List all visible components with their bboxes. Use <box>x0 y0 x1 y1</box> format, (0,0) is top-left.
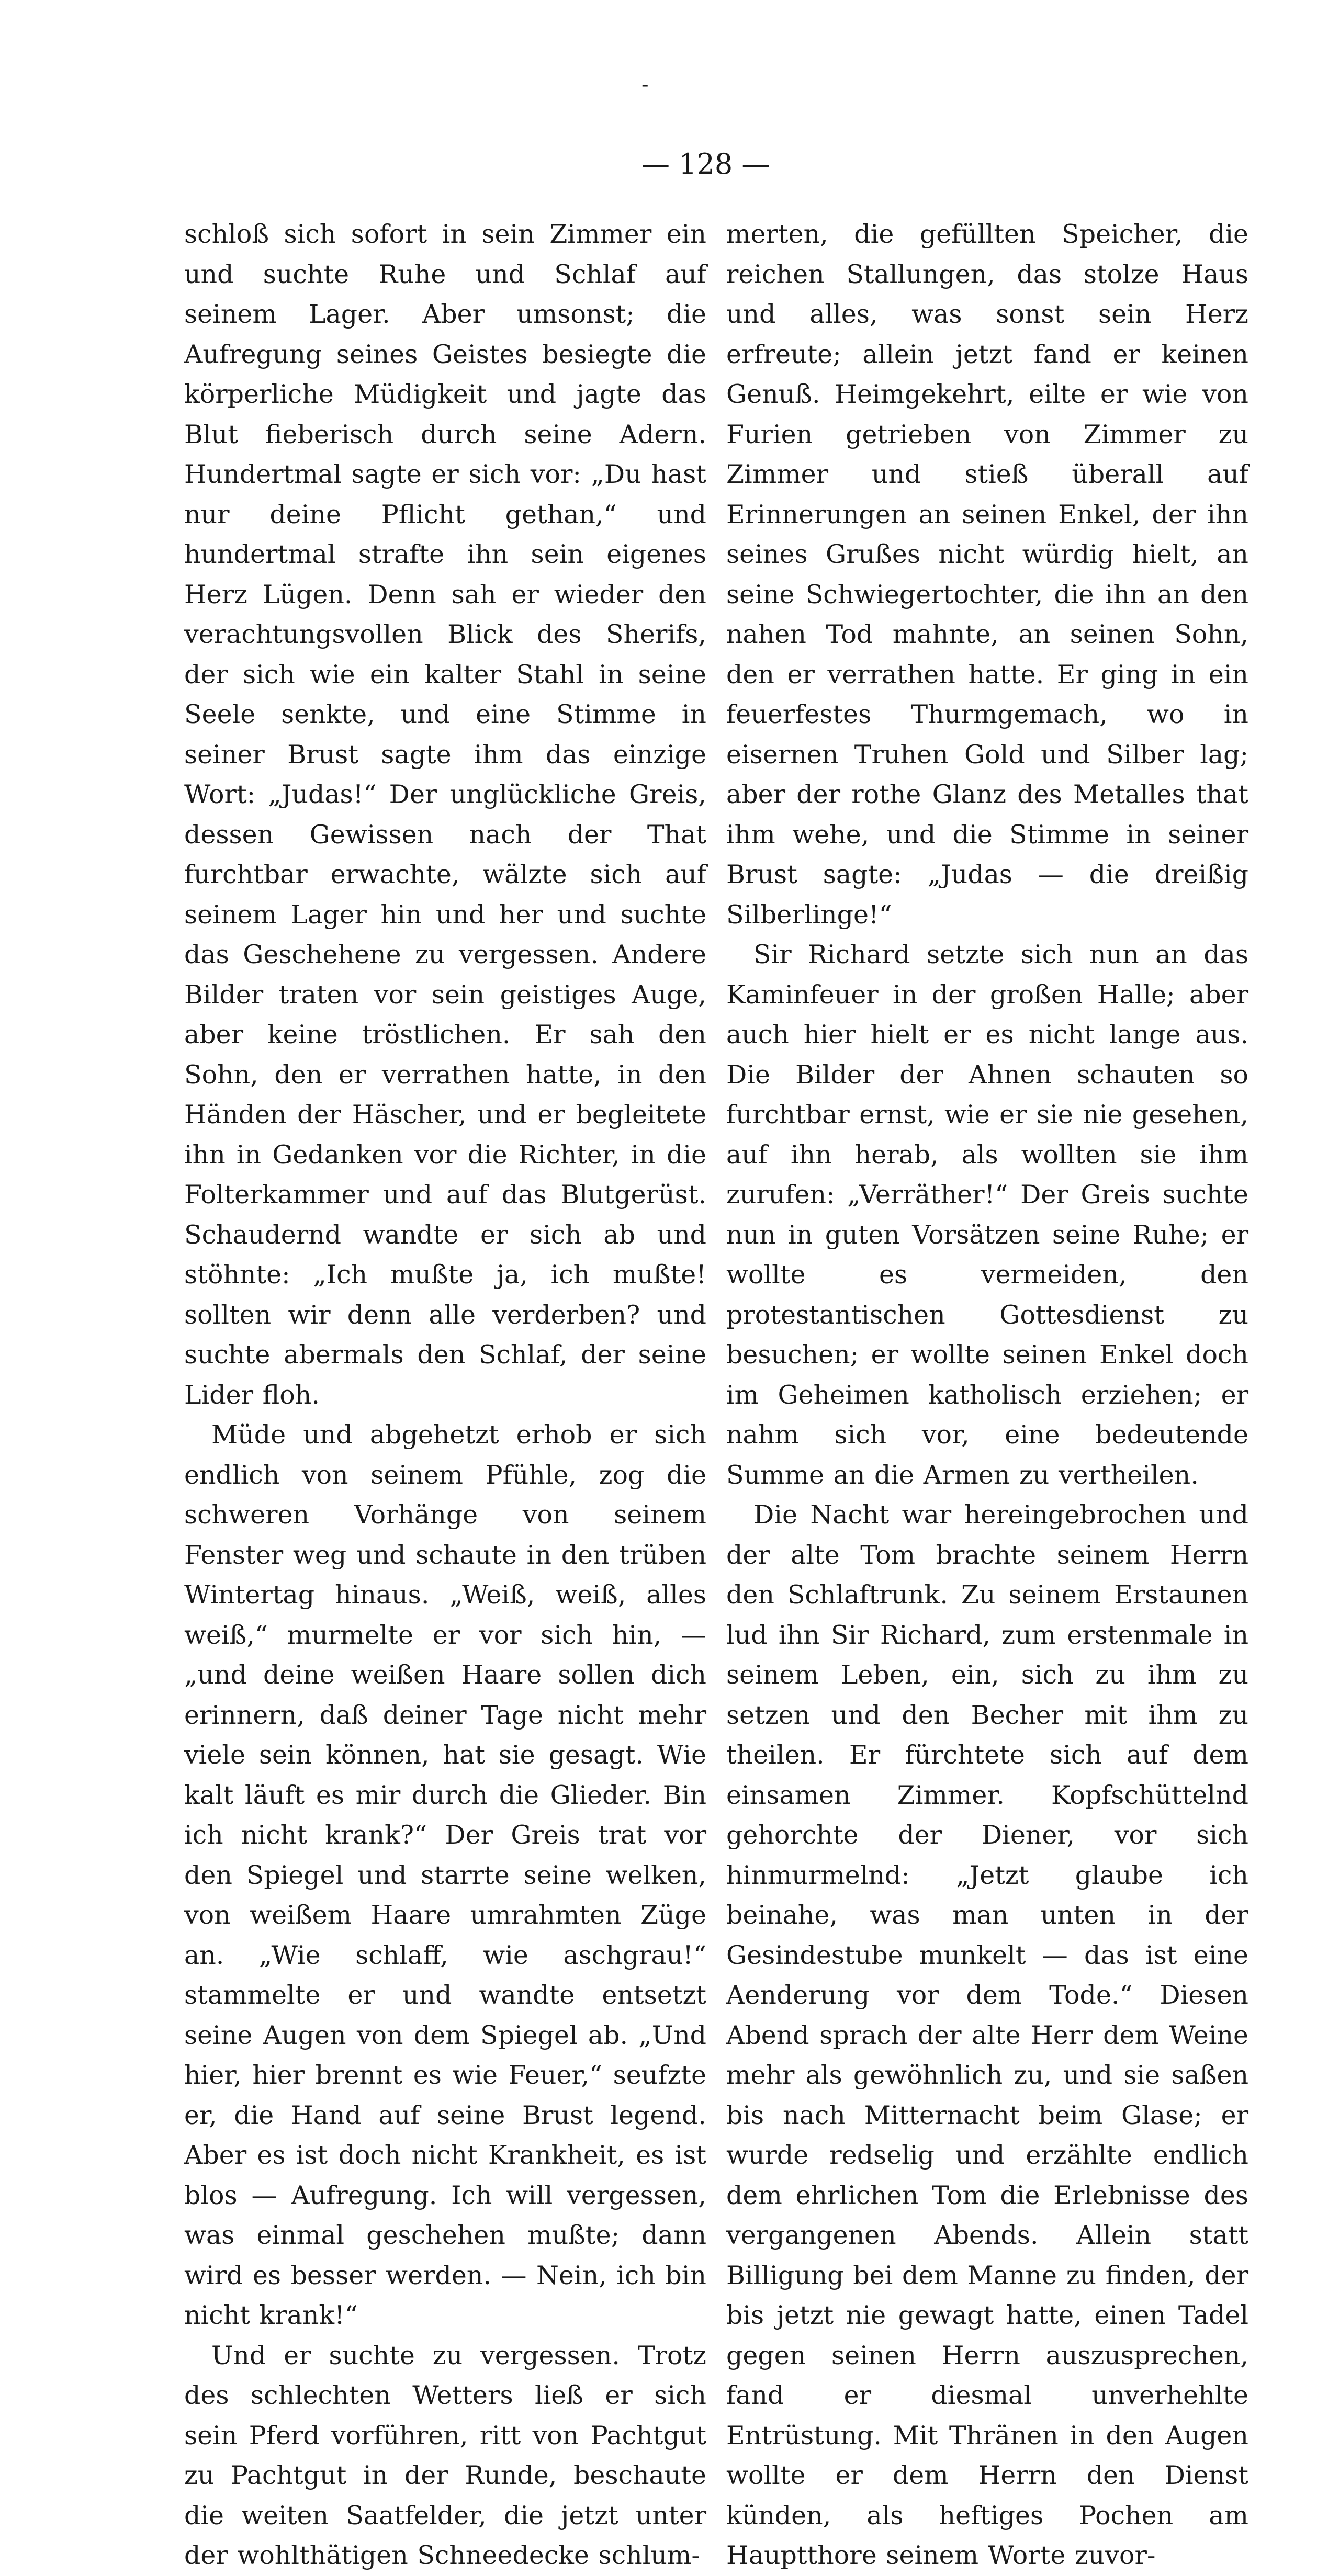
paragraph: schloß sich sofort in sein Zimmer ein und suchte Ruhe und Schlaf auf seinem Lager. Aber umsonst; die Aufregung seines Geistes besiegte die körperliche Müdigkeit und jagte das Blut fieberisch durch seine Adern. Hundertmal sagte er sich vor: „Du hast nur deine Pflicht gethan,“ und hundertmal strafte ihn sein eigenes Herz Lügen. Denn sah er wieder den verachtungsvollen Blick des Sherifs, der sich wie ein kalter Stahl in seine Seele senkte, und eine Stimme in seiner Brust sagte ihm das einzige Wort: „Judas!“ Der unglückliche Greis, dessen Gewissen nach der That furchtbar erwachte, wälzte sich auf seinem Lager hin und her und suchte das Geschehene zu vergessen. Andere Bilder traten vor sein geistiges Auge, aber keine tröstlichen. Er sah den Sohn, den er verrathen hatte, in den Händen der Häscher, und er begleitete ihn in Gedanken vor die Richter, in die Folterkammer und auf das Blutgerüst. Schaudernd wandte er sich ab und stöhnte: „Ich mußte ja, ich mußte! sollten wir denn alle verderben? und suchte abermals den Schlaf, der seine Lider floh. <box>184 219 706 1410</box>
right-column <box>726 214 1248 2576</box>
paragraph: Die Nacht war hereingebrochen und der alte Tom brachte seinem Herrn den Schlaftrunk. Zu seinem Erstaunen lud ihn Sir Richard, zum erstenmale in seinem Leben, ein, sich zu ihm zu setzen und den Becher mit ihm zu theilen. Er fürchtete sich auf dem einsamen Zimmer. Kopfschüttelnd gehorchte der Diener, vor sich hinmurmelnd: „Jetzt glaube ich beinahe, was man unten in der Gesindestube munkelt — das ist eine Aenderung vor dem Tode.“ Diesen Abend sprach der alte Herr dem Weine mehr als gewöhnlich zu, und sie saßen bis nach Mitternacht beim Glase; er wurde redselig und erzählte endlich dem ehrlichen Tom die Erlebnisse des vergangenen Abends. Allein statt Billigung bei dem Manne zu finden, der bis jetzt nie gewagt hatte, einen Tadel gegen seinen Herrn auszusprechen, fand er diesmal unverhehlte Entrüstung. Mit Thränen in den Augen wollte er dem Herrn den Dienst künden, als heftiges Pochen am Hauptthore seinem Worte zuvor- <box>726 1500 1248 2570</box>
top-mark: - <box>641 73 649 97</box>
paragraph: merten, die gefüllten Speicher, die reichen Stallungen, das stolze Haus und alles, was sonst sein Herz erfreute; allein jetzt fand er keinen Genuß. Heimgekehrt, eilte er wie von Furien getrieben von Zimmer zu Zimmer und stieß überall auf Erinnerungen an seinen Enkel, der ihn seines Grußes nicht würdig hielt, an seine Schwiegertochter, die ihn an den nahen Tod mahnte, an seinen Sohn, den er verrathen hatte. Er ging in ein feuerfestes Thurmgemach, wo in eisernen Truhen Gold und Silber lag; aber der rothe Glanz des Metalles that ihm wehe, und die Stimme in seiner Brust sagte: „Judas — die dreißig Silberlinge!“ <box>726 219 1248 930</box>
paragraph: Müde und abgehetzt erhob er sich endlich von seinem Pfühle, zog die schweren Vorhänge von seinem Fenster weg und schaute in den trüben Wintertag hinaus. „Weiß, weiß, alles weiß,“ murmelte er vor sich hin, — „und deine weißen Haare sollen dich erinnern, daß deiner Tage nicht mehr viele sein können, hat sie gesagt. Wie kalt läuft es mir durch die Glieder. Bin ich nicht krank?“ Der Greis trat vor den Spiegel und starrte seine welken, von weißem Haare umrahmten Züge an. „Wie schlaff, wie aschgrau!“ stammelte er und wandte entsetzt seine Augen von dem Spiegel ab. „Und hier, hier brennt es wie Feuer,“ seufzte er, die Hand auf seine Brust legend. Aber es ist doch nicht Krankheit, es ist blos — Aufregung. Ich will vergessen, was einmal geschehen mußte; dann wird es besser werden. — Nein, ich bin nicht krank!“ <box>184 1420 706 2330</box>
page-number: — 128 — <box>641 148 770 180</box>
paragraph: Und er suchte zu vergessen. Trotz des schlechten Wetters ließ er sich sein Pferd vorführen, ritt von Pachtgut zu Pachtgut in der Runde, beschaute die weiten Saatfelder, die jetzt unter der wohlthätigen Schneedecke schlum- <box>184 2340 706 2570</box>
paragraph: Sir Richard setzte sich nun an das Kaminfeuer in der großen Halle; aber auch hier hielt er es nicht lange aus. Die Bilder der Ahnen schauten so furchtbar ernst, wie er sie nie gesehen, auf ihn herab, als wollten sie ihm zurufen: „Verräther!“ Der Greis suchte nun in guten Vorsätzen seine Ruhe; er wollte es vermeiden, den protestantischen Gottesdienst zu besuchen; er wollte seinen Enkel doch im Geheimen katholisch erziehen; er nahm sich vor, eine bedeutende Summe an die Armen zu vertheilen. <box>726 940 1248 1490</box>
left-column <box>184 214 706 2576</box>
